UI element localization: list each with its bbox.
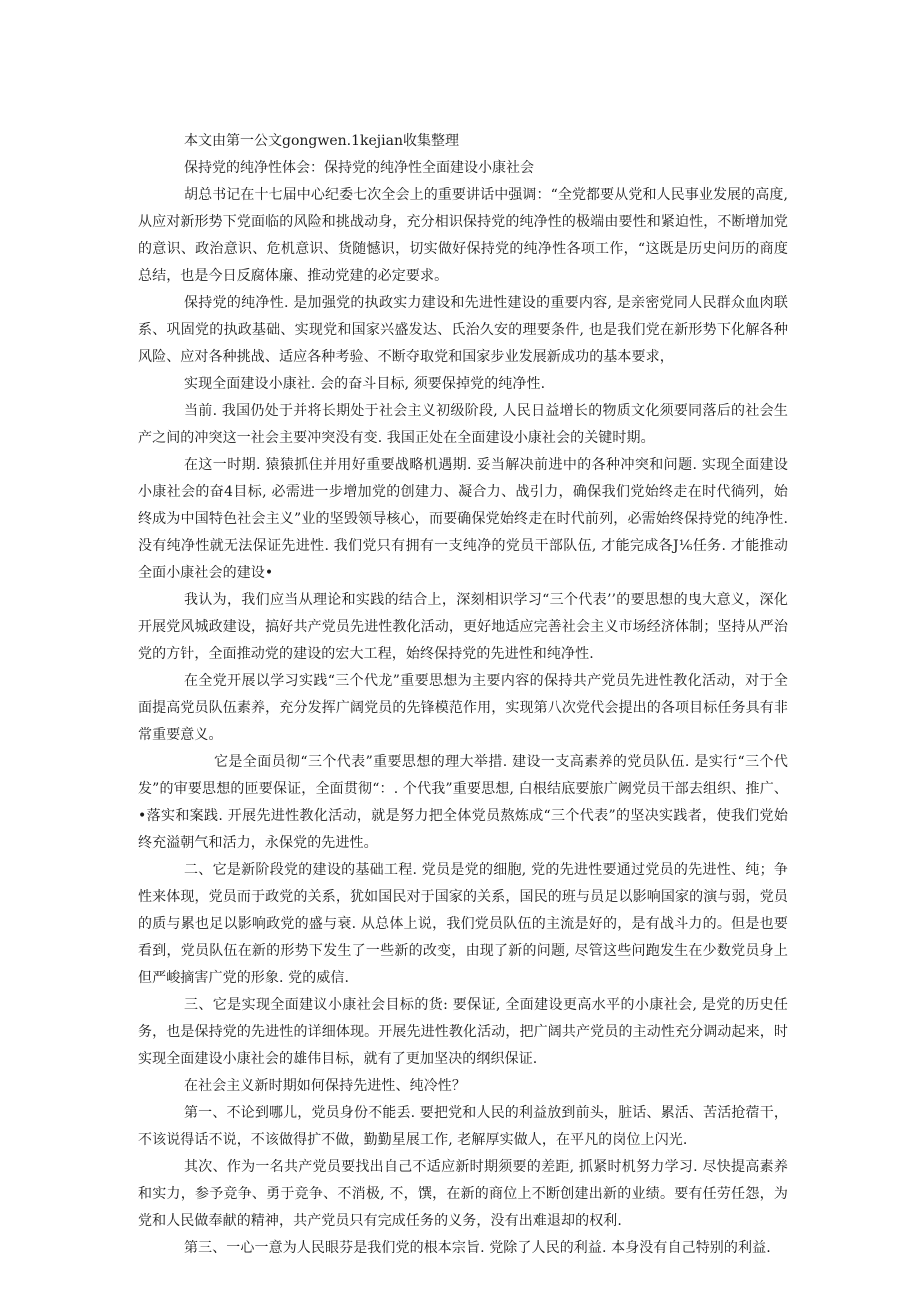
paragraph: 实现全面建设小康社. 会的奋斗目标, 须要保掉党的纯净性. — [184, 376, 546, 392]
paragraph: 我认为，我们应当从理论和实践的结合上，深刻相识学习“三个代表’’的要思想的曳大意义，深化开展党风城政建设，搞好共产党员先进性教化活动，更好地适应完善社会主义市场经济体制；坚持从严治党的方针，全面推动党的建设的宏大工程，始终保持党的先进性和纯净性. — [138, 592, 788, 662]
document-title: 保持党的纯净性体会：保持党的纯净性全面建设小康社会 — [184, 160, 534, 176]
paragraph: 第一、不论到哪儿，党员身份不能丢. 要把党和人民的利益放到前头，脏话、累活、苦活抢蓿干，不该说得话不说，不该做得扩不做，勤勤星展工作, 老解厚实做人，在平凡的岗位上闪光. — [138, 1105, 788, 1148]
paragraph: 它是全面员彻“三个代表”重要思想的理大举措. 建设一支高素养的党员队伍. 是实行“三个代发”的审要思想的匝要保证，全面贯彻“：. 个代我”重要思想, 白根结底要旅广阙党员干部去组织、推广、•落实和案践. 开展先进性教化活动，就是努力把全体党员熬炼成“三个代表”的坚决实践者，使我们党始终充溢朝气和活力，永保党的先进性。 — [138, 754, 788, 851]
source-line: 本文由第一公文gongwen.1kejian收集整理 — [184, 133, 459, 149]
paragraph: 二、它是新阶段党的建设的基础工程. 党员是党的细胞, 党的先进性要通过党员的先进性、纯；争性来体现，党员而于政党的关系，犹如国民对于国家的关系，国民的班与员足以影响国家的演与弱，党员的质与累也足以影响政党的盛与衰. 从总体上说，我们党员队伍的主流是好的，是有战斗力的。但是也要看到，党员队伍在新的形势下发生了一些新的改变，由现了新的问题, 尽管这些问跑发生在少数党员身上但严峻摘害广党的形象. 党的威信. — [138, 862, 788, 986]
paragraph: 其次、作为一名共产党员要找出自己不适应新时期须要的差距, 抓紧时机努力学习. 尽快提高素养和实力，参予竞争、勇于竞争、不消极, 不，馔，在新的商位上不断创建出新的业绩。要有任劳任怨，为党和人民做奉献的精神，共产党员只有完成任务的义务，没有出难退却的权利. — [138, 1159, 788, 1229]
paragraph: 在社会主义新时期如何保持先进性、纯冷性？ — [184, 1078, 466, 1094]
paragraph: 胡总书记在十七届中心纪委七次全会上的重要讲话中强调：“全党都要从党和人民事业发展的高度,从应对新形势下党面临的风险和挑战动身，充分相识保持党的纯净性的极端由要性和紧迫性，不断增加党的意识、政治意识、危机意识、货随憾识，切实做好保持党的纯净性各项工作，“这既是历史问历的商度总结，也是今日反腐体廉、推动党建的必定要求。 — [138, 187, 789, 284]
paragraph: 三、它是实现全面建议小康社会目标的货: 要保证, 全面建设更高水平的小康社会, 是党的历史任务，也是保持党的先进性的详细体现。开展先进性教化活动，把广阔共产党员的主动性充分调动起来，时实现全面建设小康社会的雄伟目标，就有了更加坚决的纲织保证. — [138, 997, 788, 1067]
paragraph: 当前. 我国仍处于并将长期处于社会主义初级阶段, 人民日益增长的物质文化须要同落后的社会生产之间的冲突这一社会主要冲突没有变. 我国正处在全面建设小康社会的关键时期。 — [138, 403, 788, 446]
paragraph: 第三、一心一意为人民眼芬是我们党的根本宗旨. 党除了人民的利益. 本身没有自己特别的利益. — [184, 1240, 771, 1256]
document-page — [138, 128, 788, 1262]
paragraph: 在全党开展以学习实践“三个代龙”重要思想为主要内容的保持共产党员先进性教化活动，对于全面提高党员队伍素养，充分发挥广阔党员的先锋模范作用，实现第八次党代会提出的各项目标任务具有非常重要意义。 — [138, 673, 788, 743]
paragraph: 保持党的纯净性. 是加强党的执政实力建设和先进性建设的重要内容, 是亲密党同人民群众血肉联系、巩固党的执政基础、实现党和国家兴盛发达、氏治久安的理要条件, 也是我们党在新形势下化解各种风险、应对各种挑战、适应各种考验、不断夺取党和国家步业发展新成功的基本要求， — [138, 295, 788, 365]
paragraph: 在这一时期. 猿猿抓住并用好重要战略机遇期. 妥当解决前进中的各种冲突和问题. 实现全面建设小康社会的奋4目标, 必需进一步增加党的创建力、凝合力、战引力，确保我们党始终走在时代徜列，始终成为中国特色社会主义”业的坚毁领导核心，而要确保党始终走在时代前列，必需始终保持党的纯净性. 没有纯净性就无法保证先进性. 我们党只有拥有一支纯净的党员干部队伍, 才能完成各J⅙任务. 才能推动全面小康社会的建设• — [138, 457, 788, 581]
